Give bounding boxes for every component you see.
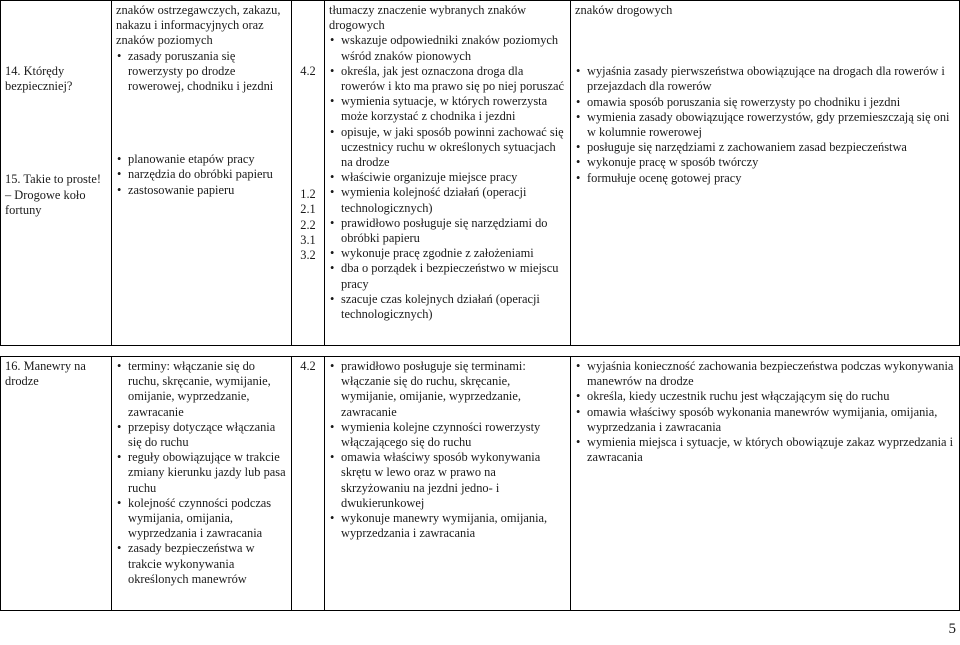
content-cell: [112, 357, 292, 611]
list-item: • wymienia kolejne czynności rowerzysty włączającego się do ruchu: [329, 420, 566, 450]
basic-list: [329, 359, 566, 541]
basic-list: [329, 3, 566, 322]
list-item: • posługuje się narzędziami z zachowaniem zasad bezpieczeństwa: [575, 140, 955, 155]
list-item: • wymienia sytuacje, w których rowerzysta może korzystać z chodnika i jezdni: [329, 94, 566, 124]
code-value: 4.2: [300, 64, 316, 78]
code-value: 2.2: [300, 217, 316, 232]
list-item: • wyjaśnia zasady pierwszeństwa obowiązujące na drogach dla rowerów i przejazdach dla rowerów: [575, 64, 955, 94]
page-number: 5: [948, 621, 956, 637]
content-list-16: [116, 359, 287, 587]
content-list-14: [116, 3, 287, 94]
list-item: • omawia właściwy sposób wykonywania skrętu w lewo oraz w prawo na skrzyżowaniu na jezdni jedno- i dwukierunkowej: [329, 450, 566, 511]
topic-16-title: 16. Manewry na drodze: [5, 359, 86, 389]
list-item: • zasady poruszania się rowerzysty po drodze rowerowej, chodniku i jezdni: [116, 49, 287, 95]
list-item: • wykonuje pracę w sposób twórczy: [575, 155, 955, 170]
list-item: • prawidłowo posługuje się terminami: włączanie się do ruchu, skręcanie, wymijanie, omijanie, wyprzedzanie, zawracanie: [329, 359, 566, 420]
extended-requirements-cell: [571, 357, 960, 611]
list-item: • terminy: włączanie się do ruchu, skręcanie, wymijanie, omijanie, wyprzedzanie, zawracanie: [116, 359, 287, 420]
list-item: • formułuje ocenę gotowej pracy: [575, 171, 955, 186]
list-item: • wykonuje manewry wymijania, omijania, wyprzedzania i zawracania: [329, 511, 566, 541]
code-value: 4.2: [300, 359, 316, 373]
list-item: • wskazuje odpowiedniki znaków poziomych wśród znaków pionowych: [329, 33, 566, 63]
list-item: tłumaczy znaczenie wybranych znaków drogowych: [329, 3, 527, 33]
code-cell: [292, 357, 325, 611]
list-item: • wymienia miejsca i sytuacje, w których obowiązuje zakaz wyprzedzania i zawracania: [575, 435, 955, 465]
row-separator: [1, 346, 960, 357]
list-item: • szacuje czas kolejnych działań (operacji technologicznych): [329, 292, 566, 322]
list-item: • przepisy dotyczące włączania się do ruchu: [116, 420, 287, 450]
list-item: • określa, kiedy uczestnik ruchu jest włączającym się do ruchu: [575, 389, 955, 404]
extended-list: [575, 359, 955, 465]
list-item: znaków ostrzegawczych, zakazu, nakazu i informacyjnych oraz znaków poziomych: [116, 3, 281, 48]
list-item: • opisuje, w jaki sposób powinni zachować się uczestnicy ruchu w określonych sytuacjach na drodze: [329, 125, 566, 171]
list-item: • właściwie organizuje miejsce pracy: [329, 170, 566, 185]
list-item: • wymienia zasady obowiązujące rowerzystów, gdy przemieszczają się oni w kolumnie rowerowej: [575, 110, 955, 140]
code-value: 3.2: [300, 248, 316, 263]
code-value: 1.2: [300, 187, 316, 202]
content-cell: [112, 1, 292, 346]
list-item: • wykonuje pracę zgodnie z założeniami: [329, 246, 566, 261]
code-cell: [292, 1, 325, 346]
list-item: • wyjaśnia konieczność zachowania bezpieczeństwa podczas wykonywania manewrów na drodze: [575, 359, 955, 389]
extended-requirements-cell: [571, 1, 960, 346]
list-item: • omawia właściwy sposób wykonania manewrów wymijania, omijania, wyprzedzania i zawracania: [575, 405, 955, 435]
list-item: • narzędzia do obróbki papieru: [116, 167, 287, 182]
list-item: • omawia sposób poruszania się rowerzysty po chodniku i jezdni: [575, 95, 955, 110]
topic-15-title: 15. Takie to proste! – Drogowe koło fortuny: [5, 172, 101, 217]
list-item: • zastosowanie papieru: [116, 183, 287, 198]
table-row: [1, 357, 960, 611]
topic-cell: [1, 1, 112, 346]
topic-14-title: 14. Którędy bezpieczniej?: [5, 64, 73, 94]
list-item: • wymienia kolejność działań (operacji technologicznych): [329, 185, 566, 215]
list-item: • kolejność czynności podczas wymijania, omijania, wyprzedzania i zawracania: [116, 496, 287, 542]
topic-cell: [1, 357, 112, 611]
list-item: • prawidłowo posługuje się narzędziami do obróbki papieru: [329, 216, 566, 246]
basic-requirements-cell: [325, 357, 571, 611]
extended-list: [575, 3, 955, 186]
list-item: • planowanie etapów pracy: [116, 152, 287, 167]
code-value: 3.1: [300, 232, 316, 247]
basic-requirements-cell: [325, 1, 571, 346]
list-item: • określa, jak jest oznaczona droga dla rowerów i kto ma prawo się po niej poruszać: [329, 64, 566, 94]
content-list-15: [116, 152, 287, 198]
list-item: • dba o porządek i bezpieczeństwo w miejscu pracy: [329, 261, 566, 291]
list-item: • zasady bezpieczeństwa w trakcie wykonywania określonych manewrów: [116, 541, 287, 587]
list-item: • reguły obowiązujące w trakcie zmiany kierunku jazdy lub pasa ruchu: [116, 450, 287, 496]
table-row: [1, 1, 960, 346]
list-item: znaków drogowych: [575, 3, 673, 17]
code-value: 2.1: [300, 202, 316, 217]
